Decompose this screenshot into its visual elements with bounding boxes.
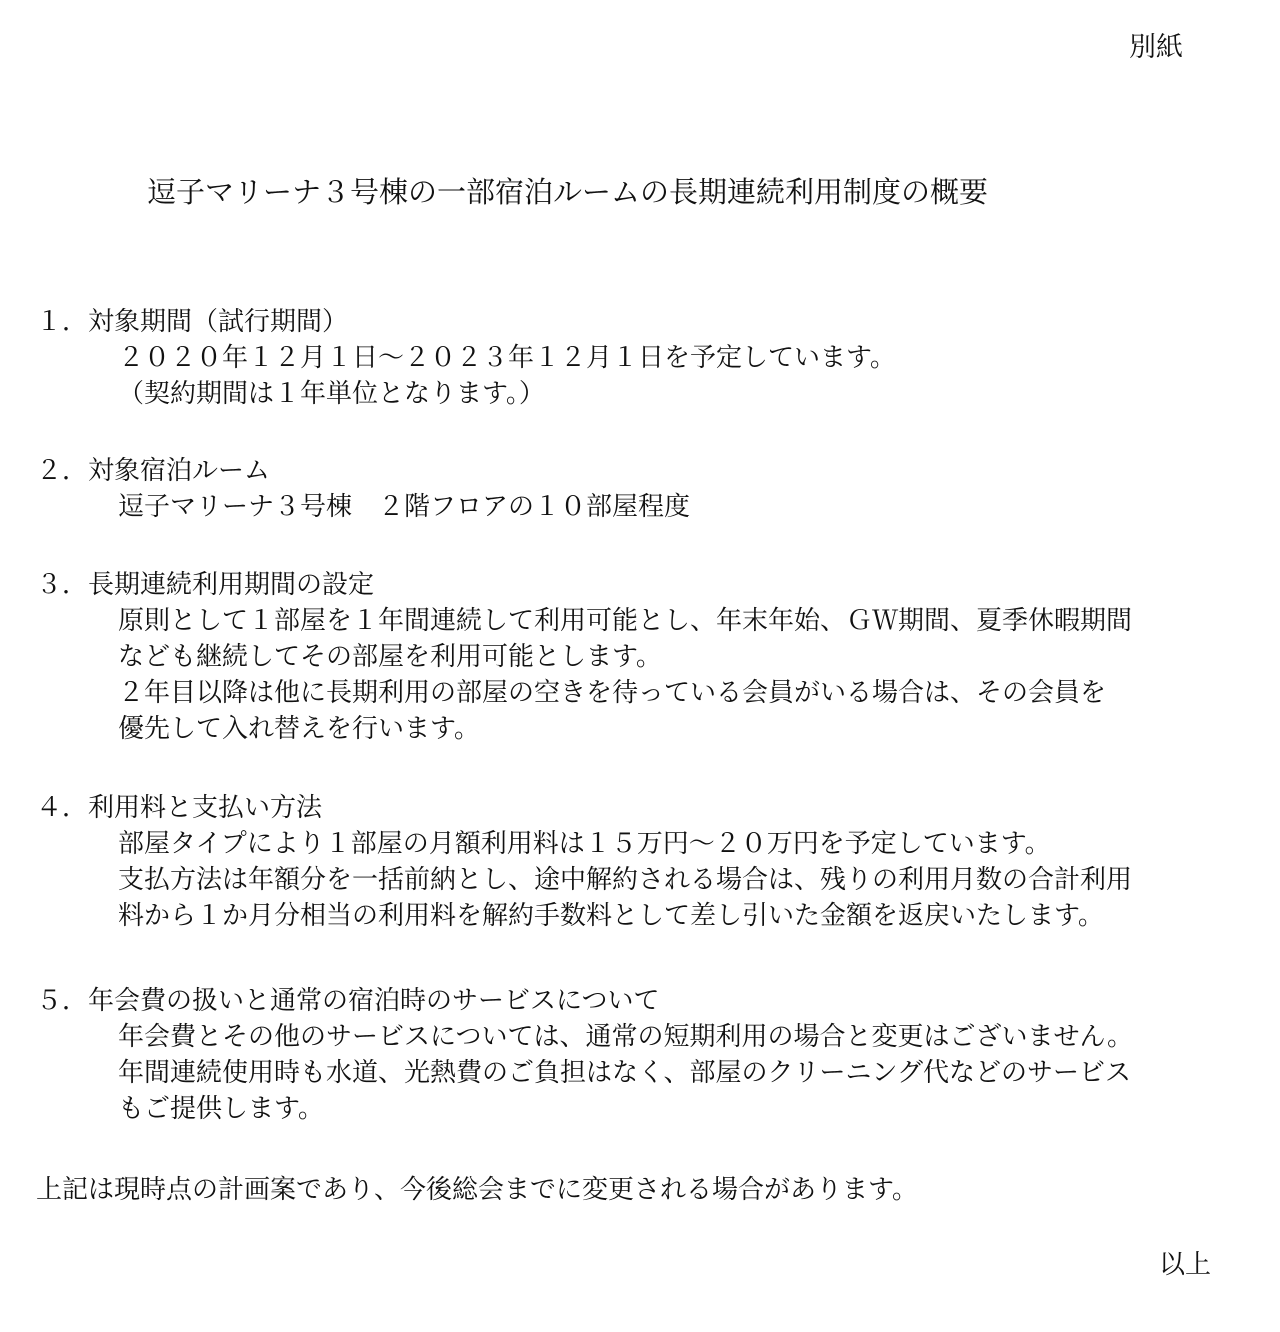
- body-line: 年会費とその他のサービスについては、通常の短期利用の場合と変更はございません。: [118, 1022, 1134, 1052]
- body-line: 優先して入れ替えを行います。: [118, 714, 480, 744]
- section-target-period: [36, 304, 1236, 412]
- body-line: 支払方法は年額分を一括前納とし、途中解約される場合は、残りの利用月数の合計利用: [118, 865, 1133, 895]
- section-heading: １．対象期間（試行期間）: [36, 307, 349, 337]
- body-line: 逗子マリーナ３号棟 ２階フロアの１０部屋程度: [118, 492, 691, 522]
- body-line: ２年目以降は他に長期利用の部屋の空きを待っている会員がいる場合は、その会員を: [118, 678, 1107, 708]
- body-line: ２０２０年１２月１日～２０２３年１２月１日を予定しています。: [118, 343, 896, 373]
- section-body: [118, 340, 1236, 412]
- attachment-label: 別紙: [1129, 32, 1183, 63]
- section-target-rooms: [36, 453, 1236, 525]
- closing-note: 上記は現時点の計画案であり、今後総会までに変更される場合があります。: [36, 1175, 918, 1205]
- body-line: もご提供します。: [118, 1094, 324, 1124]
- end-mark: 以上: [1159, 1250, 1212, 1280]
- section-usage-period-setting: [36, 567, 1236, 747]
- body-line: 原則として１部屋を１年間連続して利用可能とし、年末年始、ＧＷ期間、夏季休暇期間: [118, 606, 1133, 636]
- document-title: 逗子マリーナ３号棟の一部宿泊ルームの長期連続利用制度の概要: [147, 175, 989, 209]
- body-line: 料から１か月分相当の利用料を解約手数料として差し引いた金額を返戻いたします。: [118, 901, 1104, 931]
- section-body: [118, 1019, 1236, 1127]
- section-body: [118, 489, 1236, 525]
- section-fees-payment: [36, 790, 1236, 934]
- body-line: なども継続してその部屋を利用可能とします。: [118, 642, 662, 672]
- section-heading: ２．対象宿泊ルーム: [36, 456, 271, 486]
- section-heading: ５．年会費の扱いと通常の宿泊時のサービスについて: [36, 986, 660, 1016]
- body-line: 年間連続使用時も水道、光熱費のご負担はなく、部屋のクリーニング代などのサービス: [118, 1058, 1131, 1088]
- section-annual-fee-services: [36, 983, 1236, 1127]
- section-heading: ３．長期連続利用期間の設定: [36, 570, 375, 600]
- body-line: （契約期間は１年単位となります。）: [118, 379, 545, 409]
- section-heading: ４．利用料と支払い方法: [36, 793, 323, 823]
- section-body: [118, 603, 1236, 747]
- section-body: [118, 826, 1236, 934]
- body-line: 部屋タイプにより１部屋の月額利用料は１５万円～２０万円を予定しています。: [118, 829, 1051, 859]
